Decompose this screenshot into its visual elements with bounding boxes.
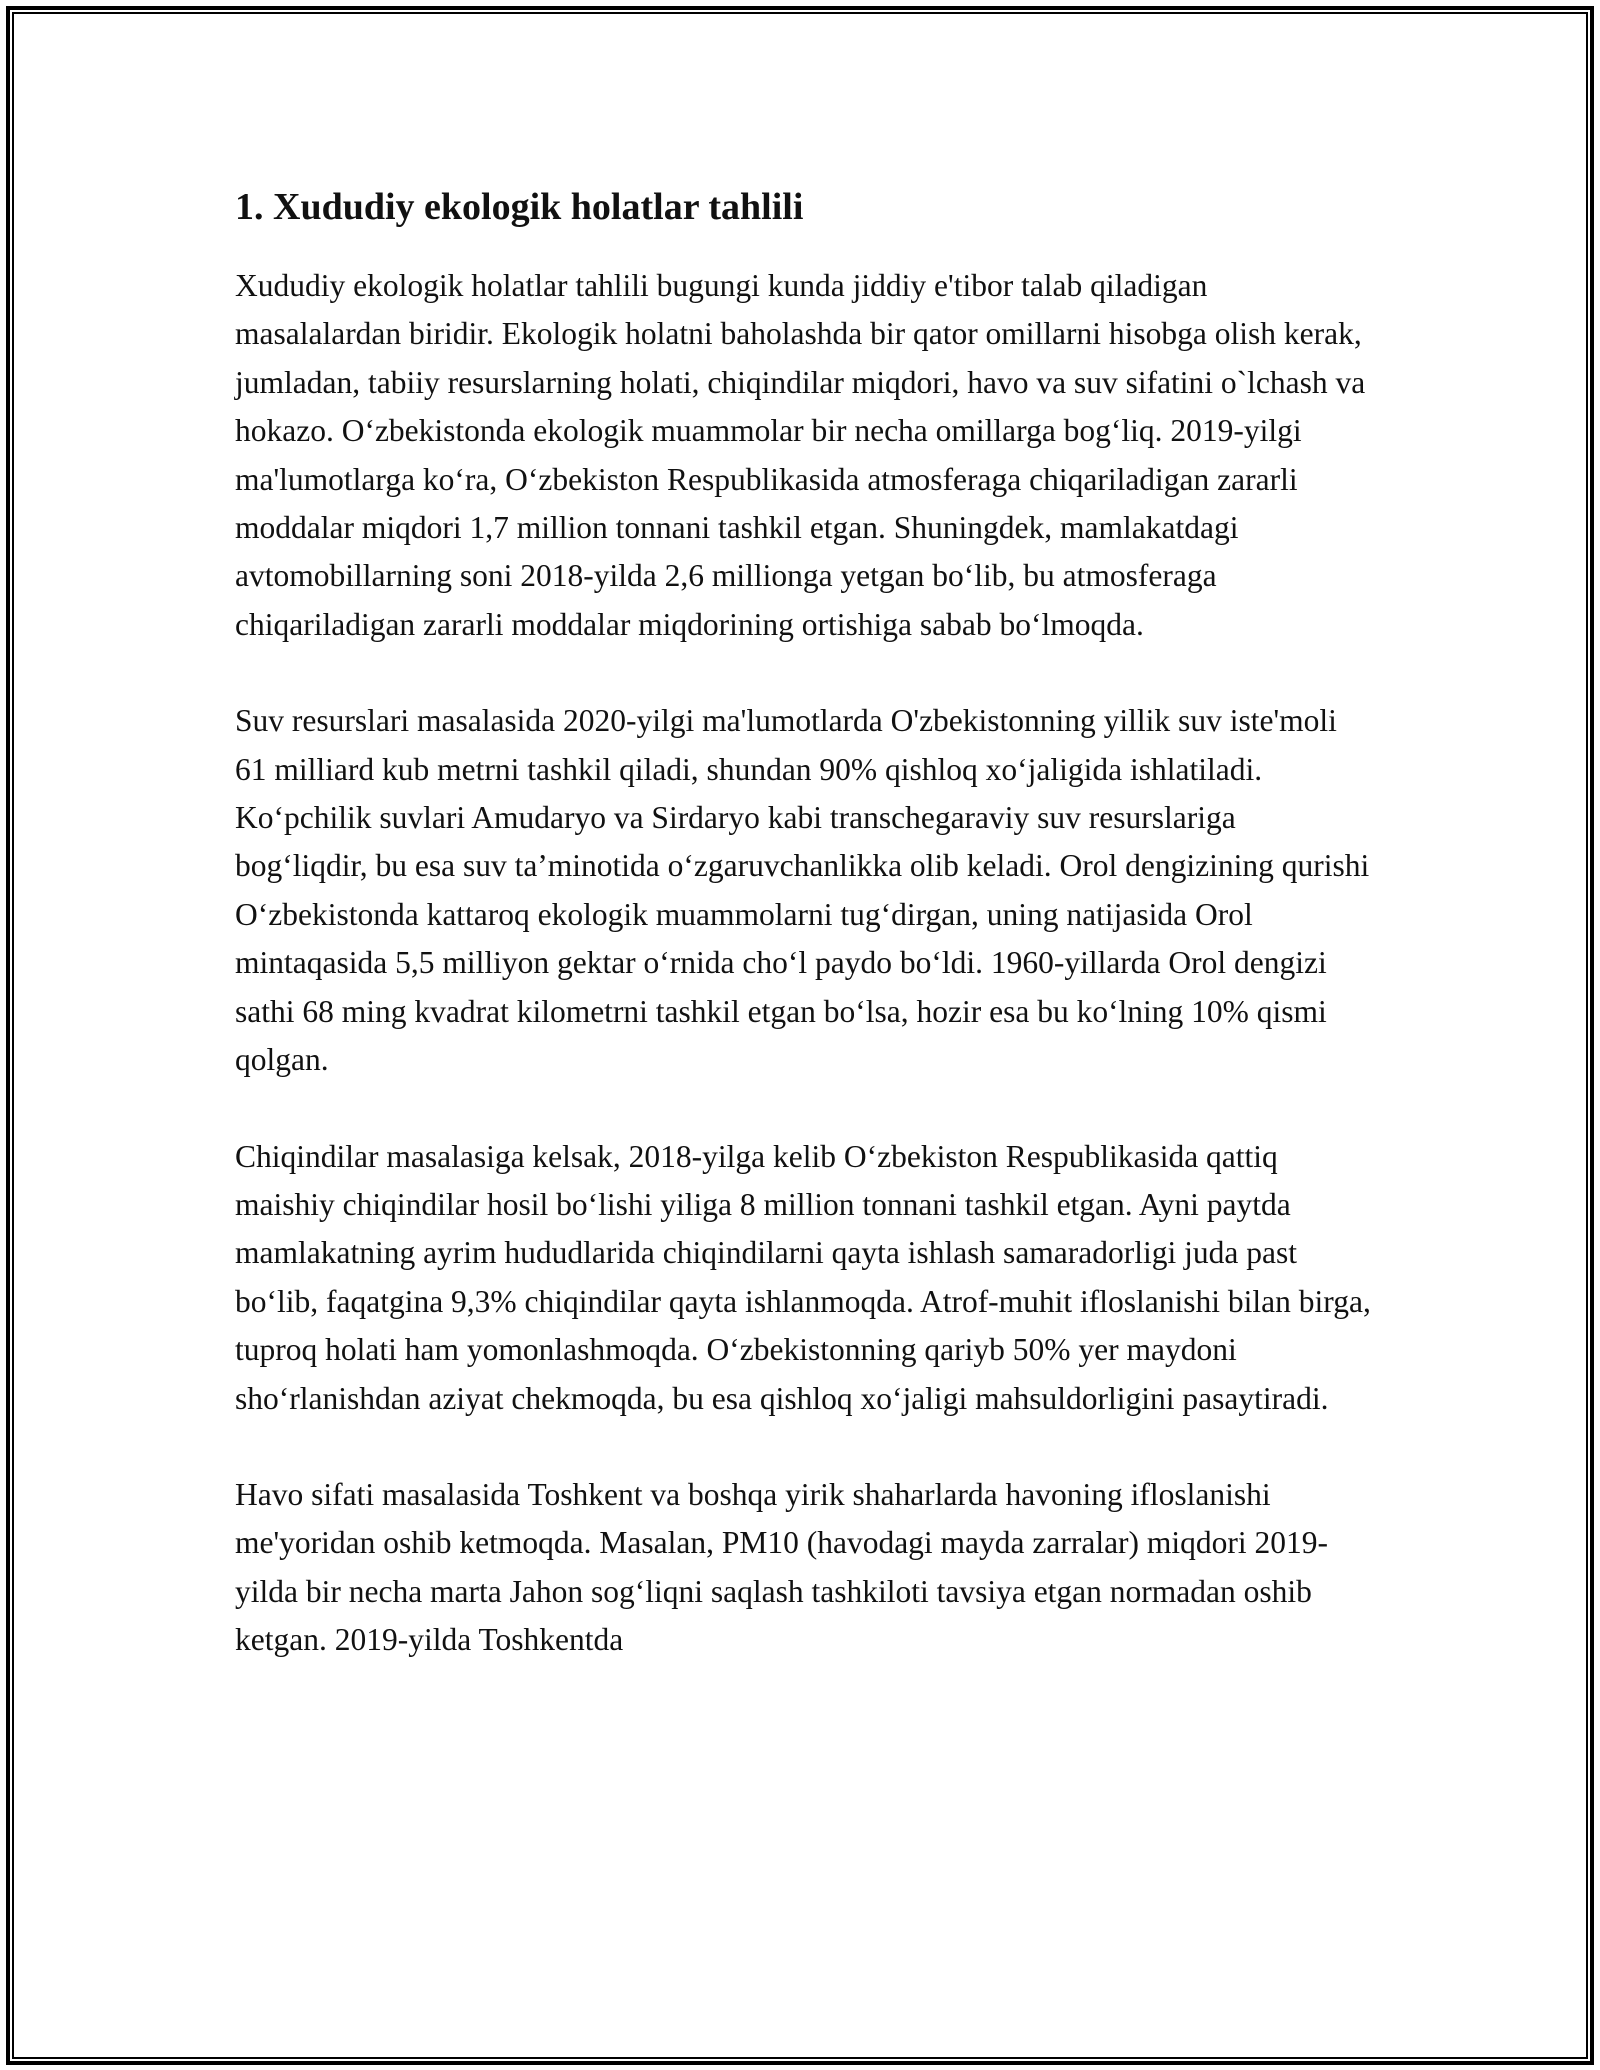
paragraph-waste: Chiqindilar masalasiga kelsak, 2018-yilga kelib O‘zbekiston Respublikasida qattiq maishiy chiqindilar hosil bo‘lishi yiliga 8 million tonnani tashkil etgan. Ayni paytda mamlakatning ayrim hududlarida chiqindilarni qayta ishlash samaradorligi juda past bo‘lib, faqatgina 9,3% chiqindilar qayta ishlanmoqda. Atrof-muhit ifloslanishi bilan birga, tuproq holati ham yomonlashmoqda. O‘zbekistonning qariyb 50% yer maydoni sho‘rlanishdan aziyat chekmoqda, bu esa qishloq xo‘jaligi mahsuldorligini pasaytiradi. bbox=[235, 1138, 1371, 1416]
paragraph-air-emissions: Xududiy ekologik holatlar tahlili bugungi kunda jiddiy e'tibor talab qiladigan masalalardan biridir. Ekologik holatni baholashda bir qator omillarni hisobga olish kerak, jumladan, tabiiy resurslarning holati, chiqindilar miqdori, havo va suv sifatini o`lchash va hokazo. O‘zbekistonda ekologik muammolar bir necha omillarga bog‘liq. 2019-yilgi ma'lumotlarga ko‘ra, O‘zbekiston Respublikasida atmosferaga chiqariladigan zararli moddalar miqdori 1,7 million tonnani tashkil etgan. Shuningdek, mamlakatdagi avtomobillarning soni 2018-yilda 2,6 millionga yetgan bo‘lib, bu atmosferaga chiqariladigan zararli moddalar miqdorining ortishiga sabab bo‘lmoqda. bbox=[235, 268, 1366, 642]
section-heading: 1. Xududiy ekologik holatlar tahlili bbox=[235, 186, 804, 228]
document-body bbox=[235, 182, 1375, 1713]
paragraph-water-resources: Suv resurslari masalasida 2020-yilgi ma'lumotlarda O'zbekistonning yillik suv iste'moli 61 milliard kub metrni tashkil qiladi, shundan 90% qishloq xo‘jaligida ishlatiladi. Ko‘pchilik suvlari Amudaryo va Sirdaryo kabi transchegaraviy suv resurslariga bog‘liqdir, bu esa suv ta’minotida o‘zgaruvchanlikka olib keladi. Orol dengizining qurishi O‘zbekistonda kattaroq ekologik muammolarni tug‘dirgan, uning natijasida Orol mintaqasida 5,5 milliyon gektar o‘rnida cho‘l paydo bo‘ldi. 1960-yillarda Orol dengizi sathi 68 ming kvadrat kilometrni tashkil etgan bo‘lsa, hozir esa bu ko‘lning 10% qismi qolgan. bbox=[235, 703, 1370, 1078]
paragraph-air-quality: Havo sifati masalasida Toshkent va boshqa yirik shaharlarda havoning ifloslanishi me'yoridan oshib ketmoqda. Masalan, PM10 (havodagi mayda zarralar) miqdori 2019-yilda bir necha marta Jahon sog‘liqni saqlash tashkiloti tavsiya etgan normadan oshib ketgan. 2019-yilda Toshkentda bbox=[235, 1476, 1329, 1658]
